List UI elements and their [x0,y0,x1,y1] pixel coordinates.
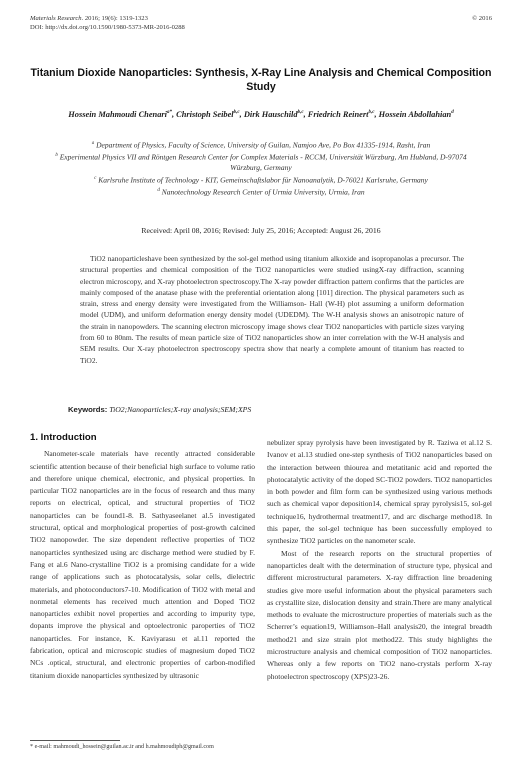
affil-mark: b [55,153,58,159]
section-heading: 1. Introduction [30,432,97,443]
affil-mark: d [157,188,160,194]
affiliation-list [46,139,476,199]
affil-text: Nanotechnology Research Center of Urmia University, Urmia, Iran [159,187,365,197]
footnote-email[interactable]: * e-mail: mahmoudi_hossein@guilan.ac.ir and h.mahmoudiph@gmail.com [30,744,214,750]
author-name: Christoph Seibel [176,109,234,119]
intro-paragraph-continued: nebulizer spray pyrolysis have been investigated by R. Taziwa et al.12 S. Ivanov et al.13 studied one-step synthesis of TiO2 nanoparticles based on the interaction between thiourea and metatitanic acid and reported the photocatalytic activity of the doped SC-TiO2 powders. TiO2 nanoparticles in both powder and film form can be synthesized using various methods such as chemical vapor deposition14, chemical spray pyrolysis15, sol-gel technique16, hydrothermal treatment17, and arc discharge method18. In this paper, the sol-gel technique has been successfully employed to synthesize TiO2 particles on the nanometer scale. [267,438,492,546]
citation: 2016; 19(6): 1319-1323 [83,15,148,22]
author-name: Friedrich Reinert [307,109,369,119]
affiliation [46,174,476,186]
left-column [30,432,255,682]
affil-mark: a [91,141,95,146]
footnote-divider [30,740,120,741]
author-affil-mark: a* [166,110,172,115]
author-affil-mark: b,c [297,110,304,115]
author-name: Hossein Abdollahian [378,109,452,119]
copyright-year: © 2016 [472,15,492,22]
paper-title: Titanium Dioxide Nanoparticles: Synthesis, X-Ray Line Analysis and Chemical Composition Study [30,67,492,93]
author-affil-mark: d [451,110,454,115]
journal-name: Materials Research. [30,15,84,22]
affil-text: Experimental Physics VII and Röntgen Research Center for Complex Materials - RCCM, Universität Würzburg, Am Hubland, D-97074 Würzburg, Germany [57,152,467,173]
affiliation [46,151,476,174]
affil-mark: c [94,176,97,182]
journal-citation [30,14,492,23]
author-name: Dirk Hauschild [243,109,298,119]
affil-text: Karlsruhe Institute of Technology - KIT, Gemeinschaftslabor für Nanoanalytik, D-76021 Karlsruhe, Germany [96,175,428,185]
affil-text: Department of Physics, Faculty of Science, University of Guilan, Namjoo Ave, Po Box 41335-1914, Rasht, Iran [94,140,431,150]
page-header [30,14,492,32]
keywords [68,405,468,414]
doi-link[interactable]: DOI: http://dx.doi.org/10.1590/1980-5373-MR-2016-0288 [30,24,185,31]
abstract: TiO2 nanoparticleshave been synthesized by the sol-gel method using titanium alkoxide and isopropanolas a precursor. The structural properties and chemical composition of the TiO2 nanoparticles were studied usingX-ray diffraction, scanning electron microscopy, and X-ray photoelectron spectroscopy.The X-ray powder diffraction pattern confirms that the particles are mainly composed of the anatase phase with the preferential orientation along [101] direction. The physical parameters such as strain, stress and energy density were investigated from the Williamson- Hall (W-H) plot assuming a uniform deformation model (UDM), and uniform deformation energy density model (UDEDM). The W-H analysis shows an anisotropic nature of the strain in nanopowders. The scanning electron microscopy image shows clear TiO2 nanoparticles with particle sizes varying from 60 to 80nm. The results of mean particle size of TiO2 nanoparticles show an inter correlation with the W-H analysis and SEM results. Our X-ray photoelectron spectroscopy spectra show that nearly a complete amount of titanium has reacted to TiO2. [80,254,464,365]
keywords-label: Keywords: [68,405,108,414]
author-affil-mark: b,c [233,110,240,115]
intro-paragraph: Nanometer-scale materials have recently attracted considerable scientific attention because of their beneficial high surface to volume ratio and therefore unique chemical, electronic, and physical properties. In particular TiO2 nanoparticles are in the focus of research and thus many reports on electrical, optical, and structural properties of TiO2 nanoparticles can be found1-8. B. Sathyaseelanet al.5 investigated structural, optical and morphological properties of post-growth calcined TiO2 nanopowder. The size dependent reflective properties of TiO2 nanoparticles synthesized using arc discharge method were studied by F. Fang et al.6 Nano-crystalline TiO2 is a promising candidate for a wide range of applications such as photocatalysis, solar cells, dielectric materials, and photoconductors7-10. Modification of TiO2 with metal and nonmetal elements has received much attention and Doped TiO2 nanoparticles exhibit novel properties and according to impurity type, dopants improve the physical and optoelectronic paroperties of TiO2 nanoparticles. For instance, K. Kaviyarasu et al.11 reported the fabrication, optical and microscopic studies of magnesium doped TiO2 NCs .optical, structural, and electronic properties of carbon-modified titanium dioxide nanoparticles synthesized by ultrasonic [30,449,255,680]
author-affil-mark: b,c [368,110,375,115]
right-column [267,437,492,683]
author-list: Hossein Mahmoudi Chenari$^{a*}$, Christoph Seibel$^{b,c}$, Dirk Hauschild$^{b,c}$, Friedrich Reinert$^{b,c}$, Hossein Abdollahian$^d$ [68,109,454,119]
keywords-text: TiO2;Nanoparticles;X-ray analysis;SEM;XPS [109,405,252,414]
intro-paragraph: Most of the research reports on the structural properties of nanoparticles dealt with the determination of structure type, physical and different microstructural parameters. X-ray diffraction line broadening studies give more useful information about the physical parameters such as crystallite size, dislocation density and strain.There are many analytical methods to evaluate the microstructure properties of materials such as the Scherrer’s equation19, Williamson–Hall analysis20, the integral breadth method21 and size strain plot method22. This study highlights the microstructure analysis and chemical composition of TiO2 nanoparticles. Whereas only a few reports on TiO2 nano-crystals perform X-ray photoelectron spectroscopy (XPS)23-26. [267,548,492,681]
received-dates: Received: April 08, 2016; Revised: July 25, 2016; Accepted: August 26, 2016 [141,226,381,235]
author-name: Hossein Mahmoudi Chenari [68,109,167,119]
affiliation [46,186,476,198]
affiliation [46,139,476,151]
